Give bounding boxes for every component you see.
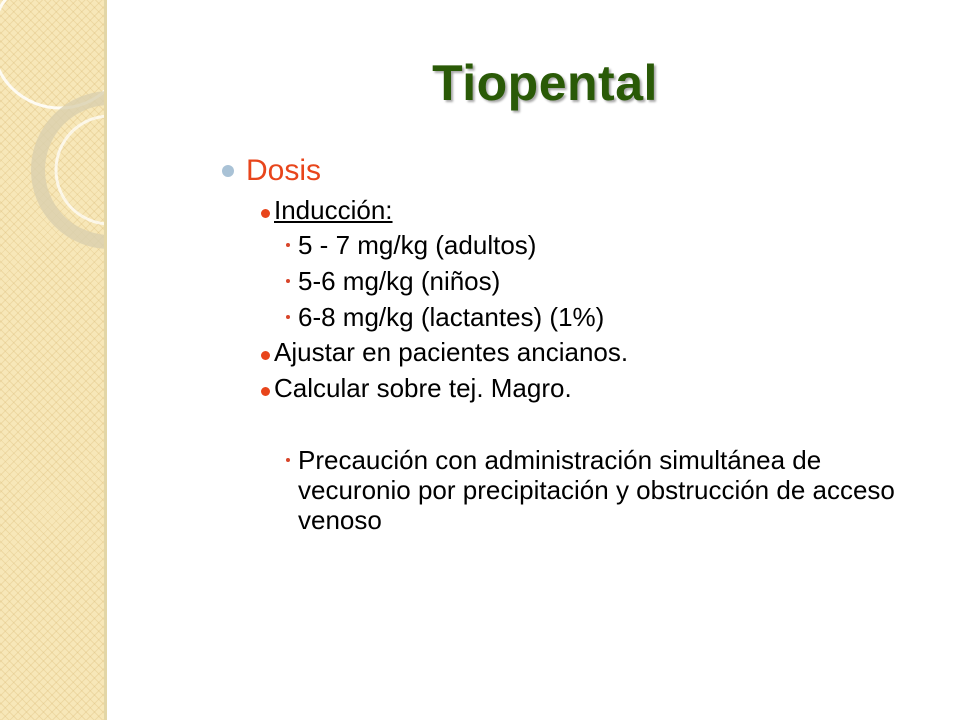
- section-heading: Dosis: [246, 154, 322, 187]
- bullet-icon: [286, 315, 290, 319]
- bullet-icon: [286, 243, 290, 247]
- sidebar-divider: [104, 0, 107, 720]
- dose-item: 5-6 mg/kg (niños): [298, 266, 501, 296]
- note-item: Ajustar en pacientes ancianos.: [274, 337, 629, 367]
- dose-item: 6-8 mg/kg (lactantes) (1%): [298, 302, 605, 332]
- bullet-icon: [286, 458, 290, 462]
- bullet-icon: [261, 209, 270, 218]
- induction-label: Inducción:: [274, 195, 393, 225]
- bullet-icon: [261, 387, 270, 396]
- note-item: Calcular sobre tej. Magro.: [274, 373, 572, 403]
- circle-ornament-icon: [0, 0, 104, 720]
- slide-title: Tiopental: [432, 55, 658, 111]
- precaution-text: Precaución con administración simultánea de vecuronio por precipitación y obstrucción de acceso venoso: [298, 445, 895, 535]
- dose-item: 5 - 7 mg/kg (adultos): [298, 230, 537, 260]
- bullet-icon: [261, 351, 270, 360]
- decorative-sidebar: [0, 0, 104, 720]
- bullet-icon: [286, 279, 290, 283]
- bullet-icon: [222, 165, 234, 177]
